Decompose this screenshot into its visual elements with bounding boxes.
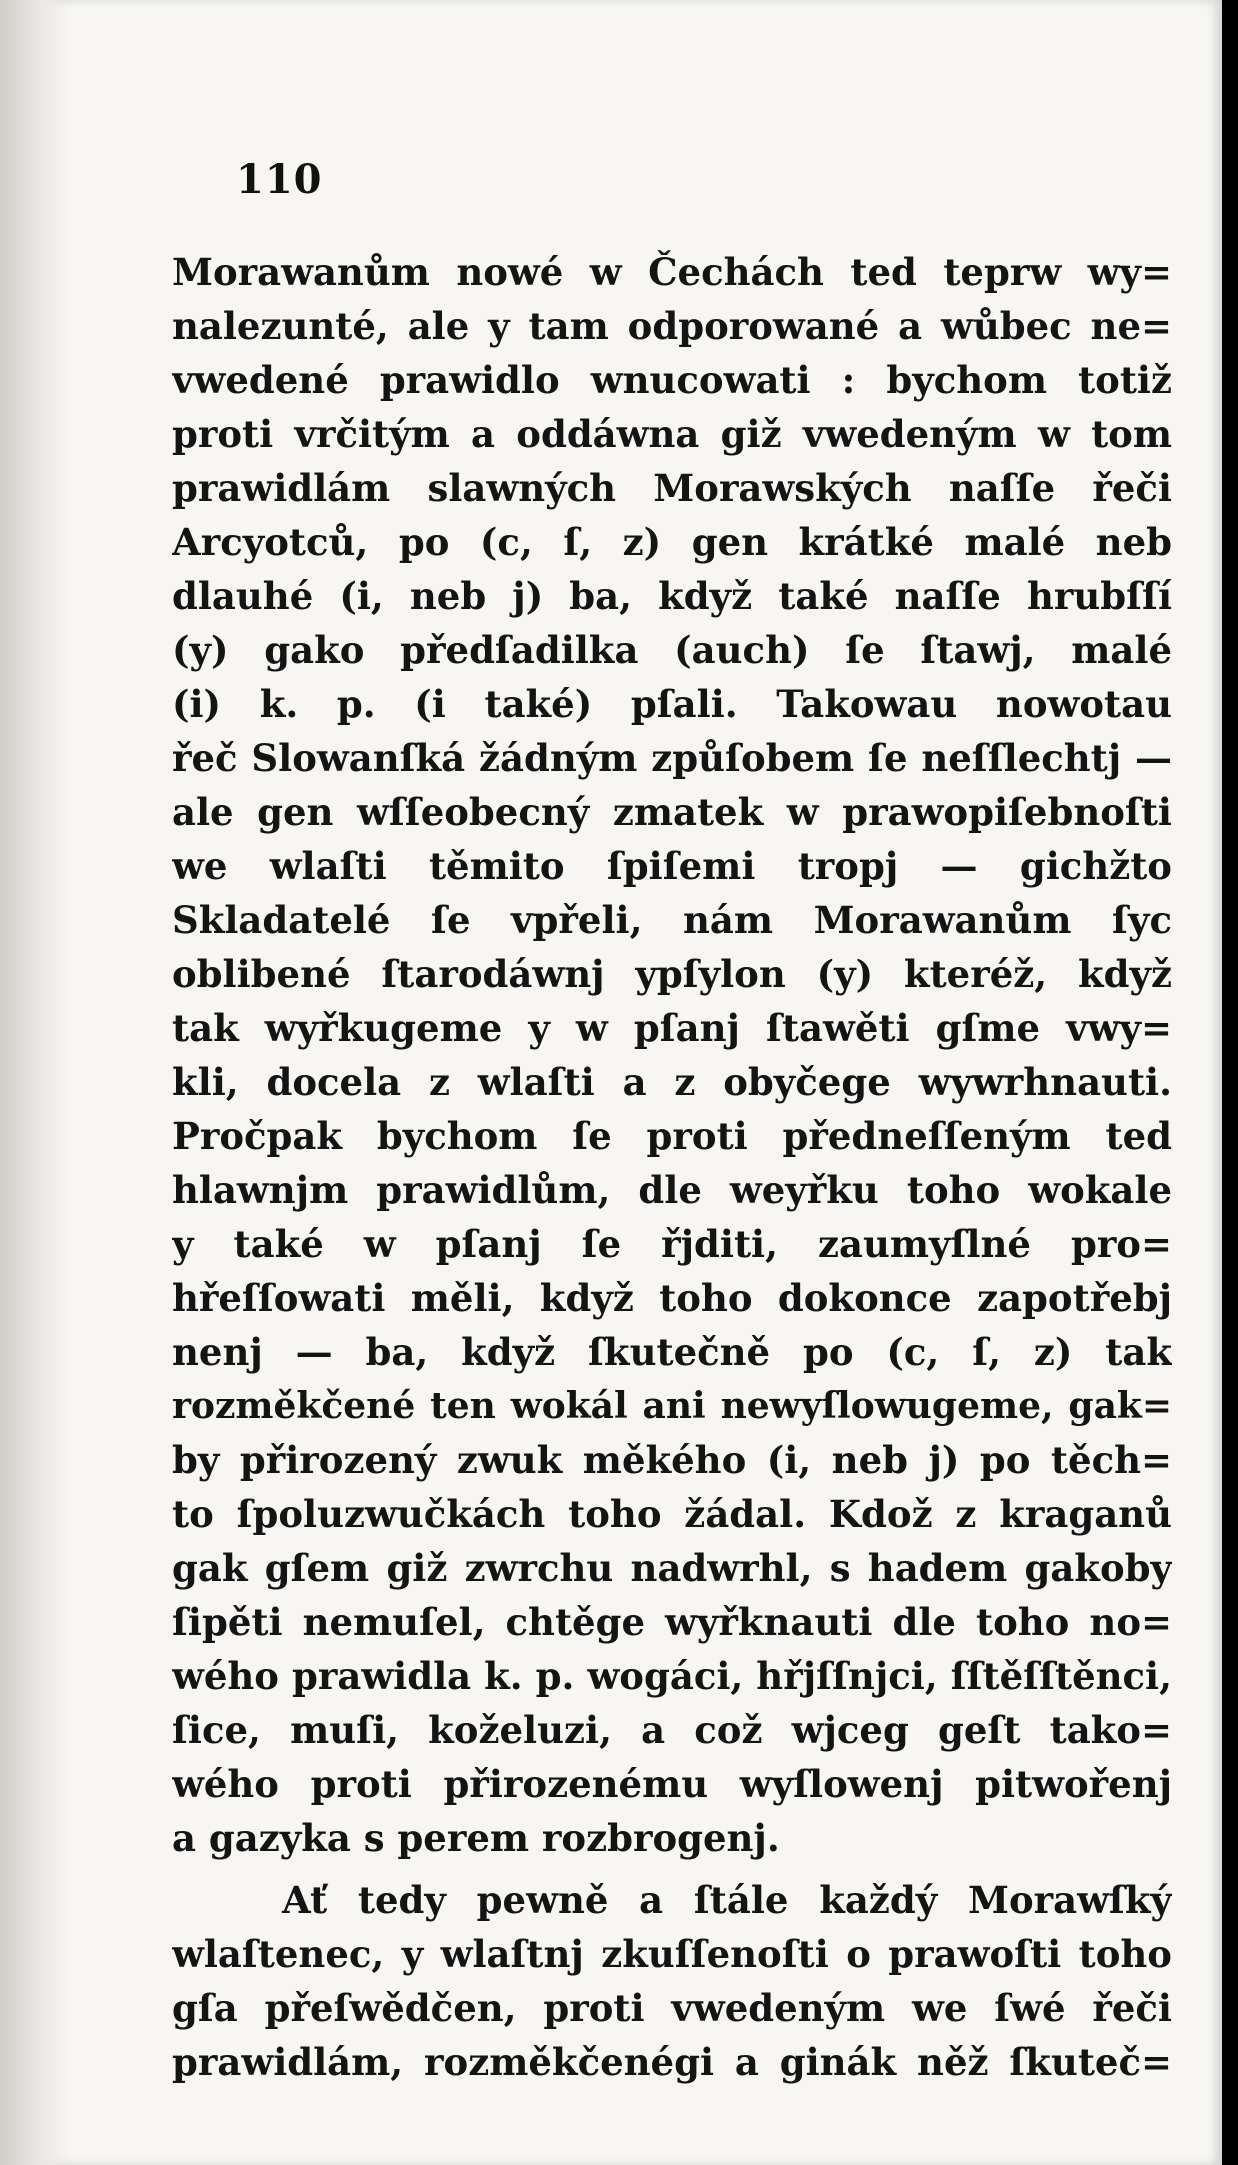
paragraph-end-line: a gazyka s perem rozbrogenj. (172, 1816, 780, 1860)
page-number: 110 (236, 156, 323, 203)
text-line: nalezunté, ale y tam odporowané a wůbec ne= (172, 304, 1172, 348)
text-line: oblibené ſtarodáwnj ypſylon (y) kteréž, když (172, 952, 1172, 996)
text-line: tak wyřkugeme y w pſanj ſtawěti gſme vwy= (172, 1006, 1172, 1050)
text-line: gak gſem giž zwrchu nadwrhl, s hadem gakoby (172, 1546, 1172, 1590)
text-line: y také w pſanj ſe řjditi, zaumyſlné pro= (172, 1222, 1172, 1266)
text-line: hlawnjm prawidlům, dle weyřku toho wokale (172, 1168, 1172, 1212)
text-line: wého prawidla k. p. wogáci, hřjſſnjci, ſſtěſſtěnci, (172, 1654, 1172, 1698)
page-binding-shadow (0, 0, 70, 2165)
text-line: wlaſtenec, y wlaſtnj zkuſſenoſti o prawoſti toho (172, 1932, 1172, 1976)
text-line: řeč Slowanſká žádným způſobem ſe neſſlechtj — (172, 736, 1172, 780)
text-line: ſice, muſi, koželuzi, a což wjceg geſt tako= (172, 1708, 1172, 1752)
text-line: Pročpak bychom ſe proti předneſſeným ted (172, 1114, 1172, 1158)
text-line: dlauhé (i, neb j) ba, když také naſſe hrubſſí (172, 574, 1172, 618)
text-line: Arcyotců, po (c, ſ, z) gen krátké malé neb (172, 520, 1172, 564)
text-line: by přirozený zwuk měkého (i, neb j) po těch= (172, 1438, 1172, 1482)
text-line: ſipěti nemuſel, chtěge wyřknauti dle toho no= (172, 1600, 1172, 1644)
text-line: Skladatelé ſe vpřeli, nám Morawanům ſyc (172, 898, 1172, 942)
text-line: wého proti přirozenému wyſlowenj pitwořenj (172, 1762, 1172, 1806)
text-line: prawidlám slawných Morawských naſſe řeči (172, 466, 1172, 510)
text-line: (y) gako předſadilka (auch) ſe ſtawj, malé (172, 628, 1172, 672)
text-line: vwedené prawidlo wnucowati : bychom totiž (172, 358, 1172, 402)
text-line: prawidlám, rozměkčenégi a ginák něž ſkuteč= (172, 2040, 1172, 2084)
text-line: we wlaſti těmito ſpiſemi tropj — gichžto (172, 844, 1172, 888)
text-line: (i) k. p. (i také) pſali. Takowau nowotau (172, 682, 1172, 726)
body-text (172, 245, 1172, 2089)
text-line: hřeſſowati měli, když toho dokonce zapotřebj (172, 1276, 1172, 1320)
text-line: to ſpoluzwučkách toho žádal. Kdož z kraganů (172, 1492, 1172, 1536)
text-line: Morawanům nowé w Čechách ted teprw wy= (172, 250, 1172, 294)
text-line: kli, docela z wlaſti a z obyčege wywrhnauti. (172, 1060, 1172, 1104)
text-line: nenj — ba, když ſkutečně po (c, ſ, z) tak (172, 1330, 1172, 1374)
text-line: ale gen wſſeobecný zmatek w prawopiſebnoſti (172, 790, 1172, 834)
paragraph-start-line: Ať tedy pewně a ſtále každý Morawſký (282, 1878, 1172, 1922)
text-line: rozměkčené ten wokál ani newyſlowugeme, gak= (172, 1385, 1172, 1427)
text-line: gſa přeſwědčen, proti vwedeným we ſwé řeči (172, 1986, 1172, 2030)
text-line: proti vrčitým a oddáwna giž vwedeným w tom (172, 412, 1172, 456)
